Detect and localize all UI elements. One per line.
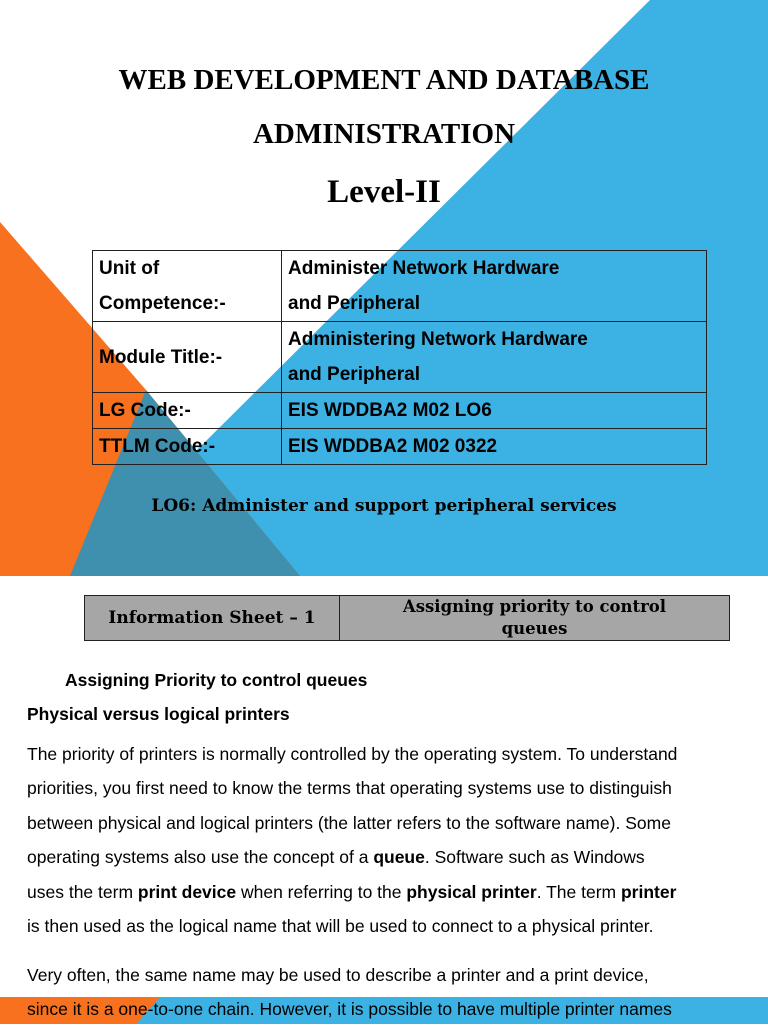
paragraph-line bbox=[27, 875, 743, 909]
cell-text: EIS WDDBA2 M02 0322 bbox=[288, 436, 498, 457]
text-run: . Software such as Windows bbox=[424, 847, 645, 868]
cell-text: Assigning priority to control bbox=[402, 597, 667, 616]
lg-code-value bbox=[282, 393, 707, 429]
paragraph bbox=[27, 737, 743, 943]
paragraph-line: is then used as the logical name that will be used to connect to a physical printer. bbox=[27, 916, 654, 937]
cell-text: Module Title:- bbox=[99, 346, 223, 368]
table-row bbox=[93, 251, 707, 322]
subsection-heading: Physical versus logical printers bbox=[27, 704, 290, 724]
document-title-line1: WEB DEVELOPMENT AND DATABASE bbox=[118, 64, 650, 96]
cell-text: TTLM Code:- bbox=[99, 436, 216, 457]
ttlm-code-label bbox=[93, 429, 282, 465]
paragraph bbox=[27, 958, 743, 1027]
term-printer: printer bbox=[620, 881, 677, 902]
cell-text: Competence:- bbox=[99, 293, 226, 314]
cell-text: LG Code:- bbox=[99, 400, 191, 421]
paragraph-line: Very often, the same name may be used to describe a printer and a print device, bbox=[27, 965, 649, 985]
text-run: uses the term bbox=[27, 881, 138, 902]
unit-of-competence-value bbox=[282, 251, 707, 322]
paragraph-line: between physical and logical printers (the latter refers to the software name). Some bbox=[27, 812, 671, 833]
table-row bbox=[93, 322, 707, 393]
cell-text: Administer Network Hardware bbox=[288, 258, 560, 279]
cell-text: and Peripheral bbox=[288, 293, 420, 314]
module-title-label bbox=[93, 322, 282, 393]
term-physical-printer: physical printer bbox=[406, 881, 537, 902]
document-level: Level-II bbox=[327, 174, 441, 210]
cell-text: queues bbox=[501, 619, 568, 638]
lg-code-label bbox=[93, 393, 282, 429]
paragraph-line: since it is a one-to-one chain. However, it is possible to have multiple printer names bbox=[27, 999, 672, 1020]
cell-text: and Peripheral bbox=[288, 364, 420, 385]
document-title-line2: ADMINISTRATION bbox=[252, 118, 516, 150]
text-run: when referring to the bbox=[236, 881, 407, 902]
table-row bbox=[85, 596, 730, 641]
text-run: . The term bbox=[536, 881, 621, 902]
cell-text: EIS WDDBA2 M02 LO6 bbox=[288, 400, 492, 421]
paragraph-line: priorities, you first need to know the terms that operating systems use to distinguish bbox=[27, 778, 672, 799]
table-row bbox=[93, 393, 707, 429]
section-heading: Assigning Priority to control queues bbox=[65, 670, 368, 690]
learning-outcome-title: LO6: Administer and support peripheral services bbox=[151, 496, 617, 516]
paragraph-line: The priority of printers is normally controlled by the operating system. To understand bbox=[27, 744, 678, 764]
text-run: operating systems also use the concept of a bbox=[27, 847, 374, 868]
cell-text: Administering Network Hardware bbox=[288, 329, 588, 350]
term-queue: queue bbox=[373, 847, 425, 868]
paragraph-line bbox=[27, 840, 743, 874]
term-print-device: print device bbox=[137, 881, 237, 902]
unit-of-competence-label bbox=[93, 251, 282, 322]
cell-text: Unit of bbox=[99, 258, 160, 279]
ttlm-code-value bbox=[282, 429, 707, 465]
information-sheet-topic bbox=[340, 596, 730, 641]
table-row bbox=[93, 429, 707, 465]
information-sheet-header bbox=[84, 595, 730, 641]
module-info-table bbox=[92, 250, 707, 465]
information-sheet-label: Information Sheet – 1 bbox=[85, 596, 340, 641]
module-title-value bbox=[282, 322, 707, 393]
